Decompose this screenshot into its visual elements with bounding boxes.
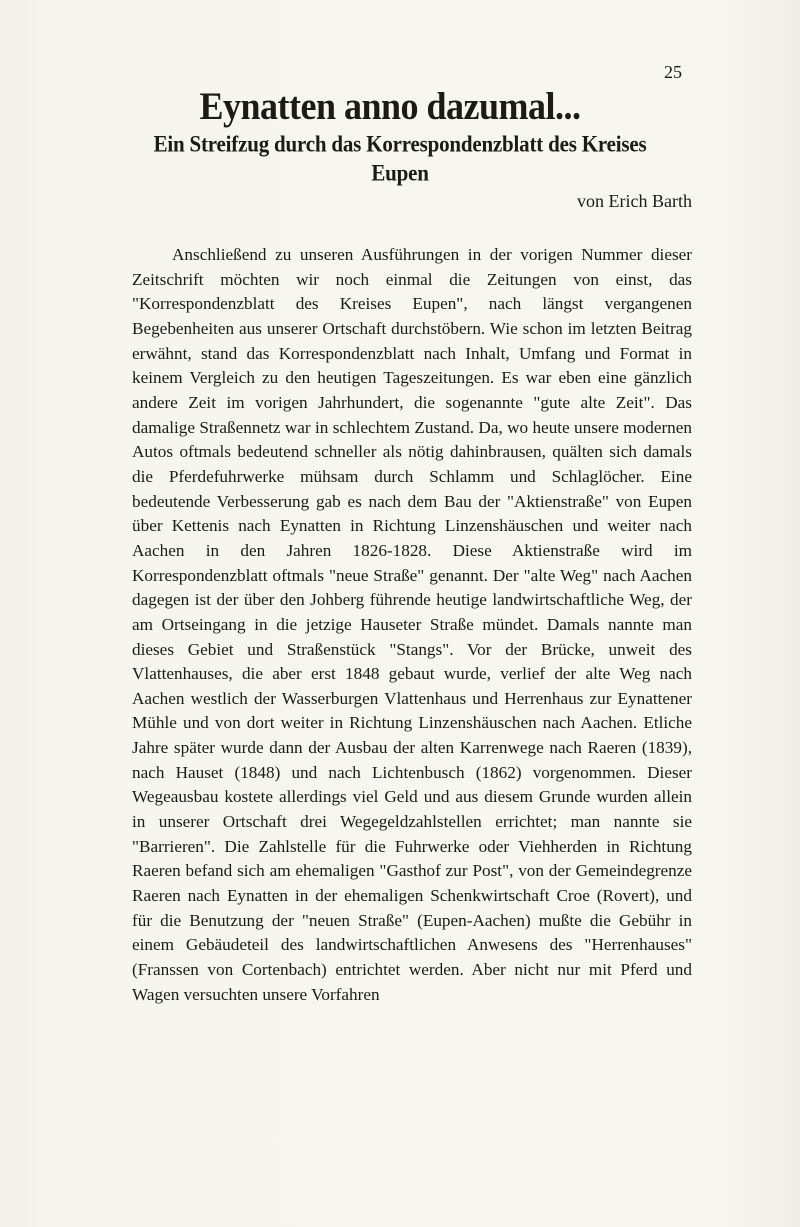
article-title: Eynatten anno dazumal... [199,84,581,128]
page-number: 25 [664,62,682,82]
body-paragraph: Anschließend zu unseren Ausführungen in der vorigen Nummer dieser Zeitschrift möchten wir noch einmal die Zeitungen von einst, das "Korrespondenzblatt des Kreises Eupen", nach längst vergangenen Begebenheiten aus unserer Ortschaft durchstöbern. Wie schon im letzten Beitrag erwähnt, stand das Korrespondenzblatt nach Inhalt, Umfang und Format in keinem Vergleich zu den heutigen Tageszeitungen. Es war eben eine gänzlich andere Zeit im vorigen Jahrhundert, die sogenannte "gute alte Zeit". Das damalige Straßennetz war in schlechtem Zustand. Da, wo heute unsere modernen Autos oftmals bedeutend schneller als nötig dahinbrausen, quälten sich damals die Pferdefuhrwerke mühsam durch Schlamm und Schlaglöcher. Eine bedeutende Verbesserung gab es nach dem Bau der "Aktienstraße" von Eupen über Kettenis nach Eynatten in Richtung Linzenshäuschen und weiter nach Aachen in den Jahren 1826-1828. Diese Aktienstraße wird im Korrespondenzblatt oftmals "neue Straße" genannt. Der "alte Weg" nach Aachen dagegen ist der über den Johberg führende heutige landwirtschaftliche Weg, der am Ortseingang in die jetzige Hauseter Straße mündet. Damals nannte man dieses Gebiet und Straßenstück "Stangs". Vor der Brücke, unweit des Vlattenhauses, die aber erst 1848 gebaut wurde, verlief der alte Weg nach Aachen westlich der Wasserburgen Vlattenhaus und Herrenhaus zur Eynattener Mühle und von dort weiter in Richtung Linzenshäuschen nach Aachen. Etliche Jahre später wurde dann der Ausbau der alten Karrenwege nach Raeren (1839), nach Hauset (1848) und nach Lichtenbusch (1862) vorgenommen. Dieser Wegeausbau kostete allerdings viel Geld und aus diesem Grunde wurden allein in unserer Ortschaft drei Wegegeldzahlstellen errichtet; man nannte sie "Barrieren". Die Zahlstelle für die Fuhrwerke oder Viehherden in Richtung Raeren befand sich am ehemaligen "Gasthof zur Post", von der Gemeindegrenze Raeren nach Eynatten in der ehemaligen Schenkwirtschaft Croe (Rovert), und für die Benutzung der "neuen Straße" (Eupen-Aachen) mußte die Gebühr in einem Gebäudeteil des landwirtschaftlichen Anwesens des "Herrenhauses" (Franssen von Cortenbach) entrichtet werden. Aber nicht nur mit Pferd und Wagen versuchten unsere Vorfahren [132,245,692,1004]
article-subtitle: Ein Streifzug durch das Korrespondenzblatt des Kreises Eupen [153,130,647,186]
author-byline: von Erich Barth [577,191,692,211]
